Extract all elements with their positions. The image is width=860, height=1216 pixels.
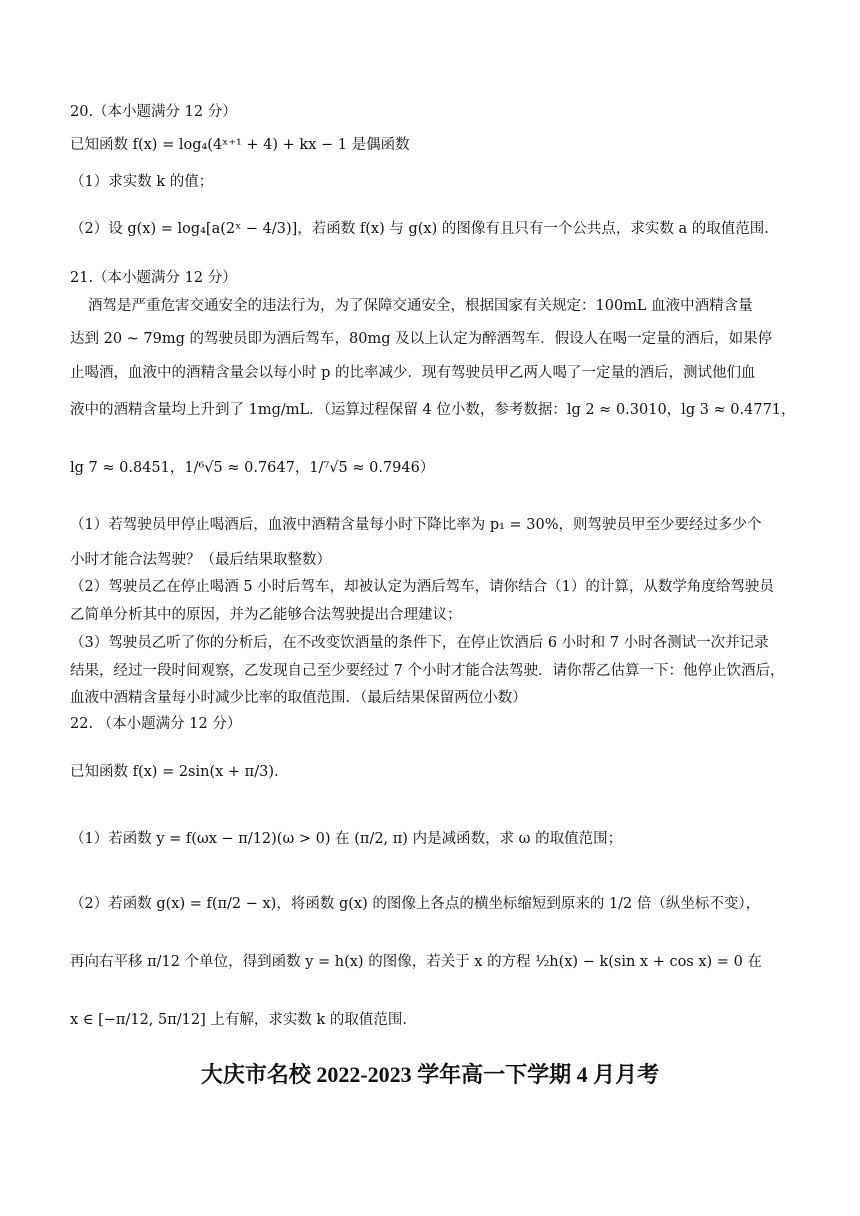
q22-stem: 已知函数 f(x) = 2sin(x + π/3).	[70, 764, 279, 780]
q22-part1: （1）若函数 y = f(ωx − π/12)(ω > 0) 在 (π/2, π) 内是减函数，求 ω 的取值范围；	[70, 831, 623, 847]
q21-part1-line1: （1）若驾驶员甲停止喝酒后，血液中酒精含量每小时下降比率为 p₁ = 30%，则驾驶员甲至少要经过多少个	[70, 517, 762, 533]
footer-title: 大庆市名校 2022-2023 学年高一下学期 4 月月考	[200, 1062, 660, 1087]
q20-stem: 已知函数 f(x) = log₄(4ˣ⁺¹ + 4) + kx − 1 是偶函数	[70, 137, 410, 153]
q21-header: 21.（本小题满分 12 分）	[70, 270, 237, 286]
q21-part1-line2: 小时才能合法驾驶？（最后结果取整数）	[70, 552, 331, 568]
q21-para-line1: 酒驾是严重危害交通安全的违法行为，为了保障交通安全，根据国家有关规定：100mL 血液中酒精含量	[88, 298, 753, 314]
q21-part3-line3: 血液中酒精含量每小时减少比率的取值范围．（最后结果保留两位小数）	[70, 690, 527, 706]
q22-part2-line1: （2）若函数 g(x) = f(π/2 − x)，将函数 g(x) 的图像上各点的横坐标缩短到原来的 1/2 倍（纵坐标不变），	[70, 896, 761, 912]
q20-header: 20.（本小题满分 12 分）	[70, 104, 237, 120]
q22-part2-line2: 再向右平移 π/12 个单位，得到函数 y = h(x) 的图像，若关于 x 的方程 ½h(x) − k(sin x + cos x) = 0 在	[70, 954, 762, 970]
q21-part2-line2: 乙简单分析其中的原因，并为乙能够合法驾驶提出合理建议；	[70, 607, 462, 623]
q21-para-line2: 达到 20 ~ 79mg 的驾驶员即为酒后驾车，80mg 及以上认定为醉酒驾车．假设人在喝一定量的酒后，如果停	[70, 331, 773, 347]
q22-part2-line3: x ∈ [−π/12, 5π/12] 上有解，求实数 k 的取值范围.	[70, 1012, 407, 1028]
q20-part1: （1）求实数 k 的值；	[70, 174, 214, 190]
q20-part2: （2）设 g(x) = log₄[a(2ˣ − 4/3)]，若函数 f(x) 与 g(x) 的图像有且只有一个公共点，求实数 a 的取值范围.	[70, 221, 769, 237]
q21-reference-data: lg 7 ≈ 0.8451，1/⁶√5 ≈ 0.7647，1/⁷√5 ≈ 0.7946）	[70, 460, 435, 476]
q22-header: 22. （本小题满分 12 分）	[70, 716, 242, 732]
q21-part2-line1: （2）驾驶员乙在停止喝酒 5 小时后驾车，却被认定为酒后驾车，请你结合（1）的计算，从数学角度给驾驶员	[70, 579, 774, 595]
q21-part3-line1: （3）驾驶员乙听了你的分析后，在不改变饮酒量的条件下，在停止饮酒后 6 小时和 7 小时各测试一次并记录	[70, 635, 769, 651]
q21-para-line3: 止喝酒，血液中的酒精含量会以每小时 p 的比率减少．现有驾驶员甲乙两人喝了一定量的酒后，测试他们血	[70, 365, 756, 381]
q21-part3-line2: 结果，经过一段时间观察，乙发现自己至少要经过 7 个小时才能合法驾驶．请你帮乙估算一下：他停止饮酒后，	[70, 663, 785, 679]
q21-para-line4: 液中的酒精含量均上升到了 1mg/mL．（运算过程保留 4 位小数，参考数据：lg 2 ≈ 0.3010，lg 3 ≈ 0.4771，	[70, 402, 796, 418]
